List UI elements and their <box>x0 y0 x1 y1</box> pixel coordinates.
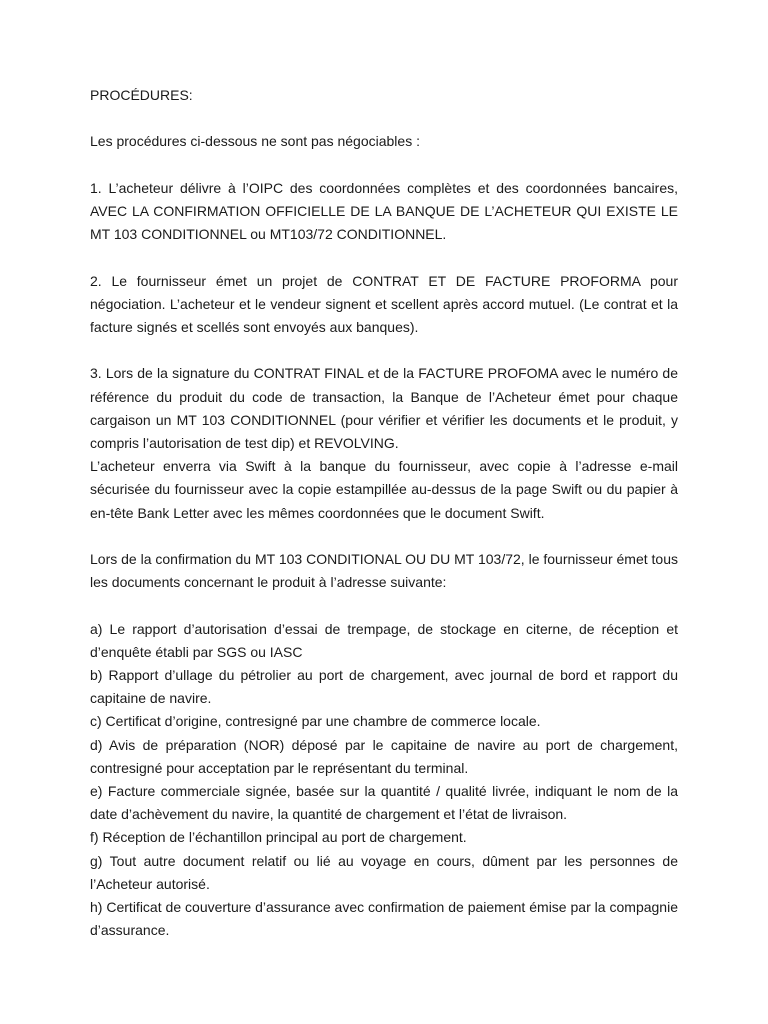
paragraph-spacer <box>90 594 678 617</box>
list-item-e: e) Facture commerciale signée, basée sur la quantité / qualité livrée, indiquant le nom de la date d’achèvement du navire, la quantité de chargement et l’état de livraison. <box>90 783 678 823</box>
paragraph-spacer <box>90 525 678 548</box>
step-3-paragraph: 3. Lors de la signature du CONTRAT FINAL et de la FACTURE PROFOMA avec le numéro de référence du produit du code de transaction, la Banque de l’Acheteur émet pour chaque cargaison un MT 103 CONDITIONNEL (pour vérifier et vérifier les documents et le produit, y compris l’autorisation de test dip) et REVOLVING. <box>90 365 678 451</box>
list-item-c: c) Certificat d’origine, contresigné par une chambre de commerce locale. <box>90 713 541 730</box>
confirmation-paragraph: Lors de la confirmation du MT 103 CONDITIONAL OU DU MT 103/72, le fournisseur émet tous les documents concernant le produit à l’adresse suivante: <box>90 550 678 591</box>
paragraph-spacer <box>90 154 678 177</box>
list-item-d: d) Avis de préparation (NOR) déposé par le capitaine de navire au port de chargement, contresigné pour acceptation par le représentant du terminal. <box>90 736 678 776</box>
step-2-paragraph: 2. Le fournisseur émet un projet de CONTRAT ET DE FACTURE PROFORMA pour négociation. L’acheteur et le vendeur signent et scellent après accord mutuel. (Le contrat et la facture signés et scellés sont envoyés aux banques). <box>90 272 678 335</box>
step-3-followup-paragraph: L’acheteur enverra via Swift à la banque du fournisseur, avec copie à l’adresse e-mail sécurisée du fournisseur avec la copie estampillée au-dessus de la page Swift ou du papier à en-tête Bank Letter avec les mêmes coordonnées que le document Swift. <box>90 458 678 521</box>
list-item-h: h) Certificat de couverture d’assurance avec confirmation de paiement émise par la compagnie d’assurance. <box>90 899 678 939</box>
document-body <box>90 84 678 942</box>
page-title: PROCÉDURES: <box>90 87 193 103</box>
paragraph-spacer <box>90 339 678 362</box>
step-1-paragraph: 1. L’acheteur délivre à l’OIPC des coordonnées complètes et des coordonnées bancaires, AVEC LA CONFIRMATION OFFICIELLE DE LA BANQUE DE L’ACHETEUR QUI EXISTE LE MT 103 CONDITIONNEL ou MT103/72 CONDITIONNEL. <box>90 179 678 243</box>
paragraph-spacer <box>90 107 678 130</box>
list-item-b: b) Rapport d’ullage du pétrolier au port de chargement, avec journal de bord et rapport du capitaine de navire. <box>90 666 678 707</box>
paragraph-spacer <box>90 246 678 269</box>
list-item-a: a) Le rapport d’autorisation d’essai de trempage, de stockage en citerne, de réception et d’enquête établi par SGS ou IASC <box>90 620 678 660</box>
list-item-f: f) Réception de l’échantillon principal au port de chargement. <box>90 829 467 846</box>
list-item-g: g) Tout autre document relatif ou lié au voyage en cours, dûment par les personnes de l’Acheteur autorisé. <box>90 852 678 892</box>
intro-paragraph: Les procédures ci-dessous ne sont pas négociables : <box>90 133 420 150</box>
